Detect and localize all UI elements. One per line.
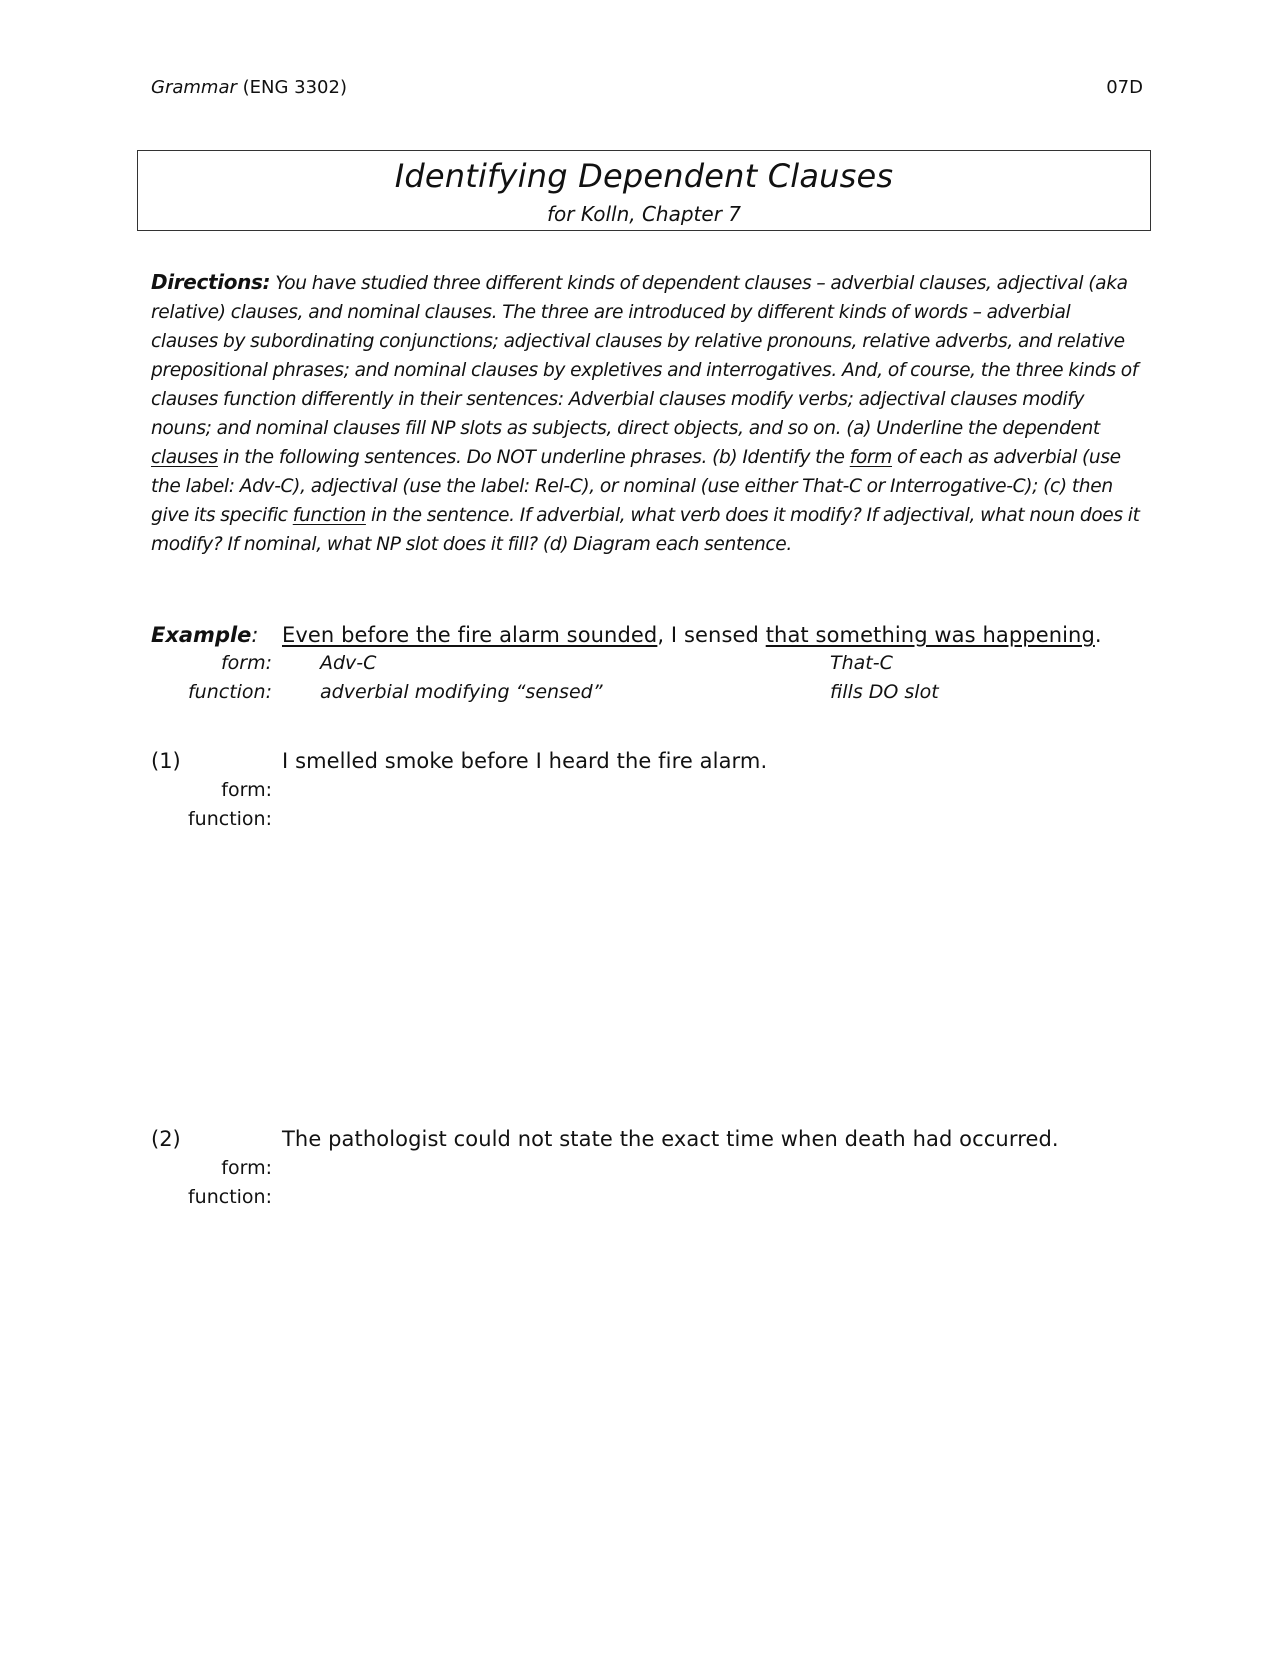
- example-form-1: Adv-C: [320, 652, 377, 674]
- example-form-label: form:: [220, 652, 272, 674]
- page-subtitle: for Kolln, Chapter 7: [546, 202, 742, 226]
- directions-text-1: You have studied three different kinds of dependent clauses – adverbial clauses, adjectival (aka relative) clauses, and nominal clauses. The three are introduced by different kinds of words – adverbial clauses by subordinating conjunctions; adjectival clauses by relative pronouns, relative adverbs, and relative prepositional phrases; and nominal clauses by expletives and interrogatives. And, of course, the three kinds of clauses function differently in their sentences: Adverbial clauses modify verbs; adjectival clauses modify nouns; and nominal clauses fill NP slots as subjects, direct objects, and so on. (a) Underline the dependent: [151, 273, 1138, 439]
- example-function-label: function:: [187, 681, 272, 703]
- example-sentence-middle: , I sensed: [657, 623, 766, 647]
- item-2-number: (2): [151, 1127, 181, 1151]
- example-function-2: fills DO slot: [830, 681, 939, 703]
- directions-underlined-clauses: clauses: [151, 447, 218, 468]
- example-sentence: [282, 623, 1102, 647]
- course-title: [151, 77, 347, 98]
- item-2-function-label: function:: [187, 1186, 272, 1208]
- example-clause-nominal: that something was happening: [765, 623, 1095, 647]
- item-1-sentence: I smelled smoke before I heard the fire alarm.: [282, 749, 768, 773]
- example-clause-adverbial: Even before the fire alarm sounded: [282, 623, 658, 647]
- document-code: 07D: [1106, 77, 1143, 98]
- example-function-1: adverbial modifying “sensed”: [320, 681, 603, 703]
- page-title: Identifying Dependent Clauses: [394, 157, 894, 195]
- item-1-number: (1): [151, 749, 181, 773]
- example-sentence-end: .: [1094, 623, 1102, 647]
- directions-text-4: in the sentence. If adverbial, what verb does it modify? If adjectival, what noun does it modify? If nominal, what NP slot does it fill? (d) Diagram each sentence.: [151, 505, 1140, 555]
- item-1-function-label: function:: [187, 808, 272, 830]
- item-2-sentence: The pathologist could not state the exact time when death had occurred.: [282, 1127, 1059, 1151]
- course-code: (ENG 3302): [236, 77, 347, 98]
- item-1-form-label: form:: [221, 779, 272, 801]
- example-label-text: Example: [151, 623, 252, 647]
- directions-underlined-function: function: [292, 505, 366, 526]
- title-box: [137, 150, 1151, 231]
- directions-underlined-form: form: [849, 447, 892, 468]
- example-form-2: That-C: [830, 652, 893, 674]
- course-title-italic: Grammar: [151, 77, 237, 98]
- example-label-colon: :: [251, 623, 259, 647]
- directions-text-2: in the following sentences. Do NOT underline phrases. (b) Identify the: [217, 447, 850, 468]
- example-label: [151, 623, 259, 647]
- directions-label: Directions:: [151, 270, 271, 294]
- directions-paragraph: [151, 268, 1141, 559]
- item-2-form-label: form:: [221, 1157, 272, 1179]
- directions-text-3: of each as adverbial (use the label: Adv-C), adjectival (use the label: Rel-C), or nominal (use either That-C or Interrogative-C); (c) then give its specific: [151, 447, 1121, 526]
